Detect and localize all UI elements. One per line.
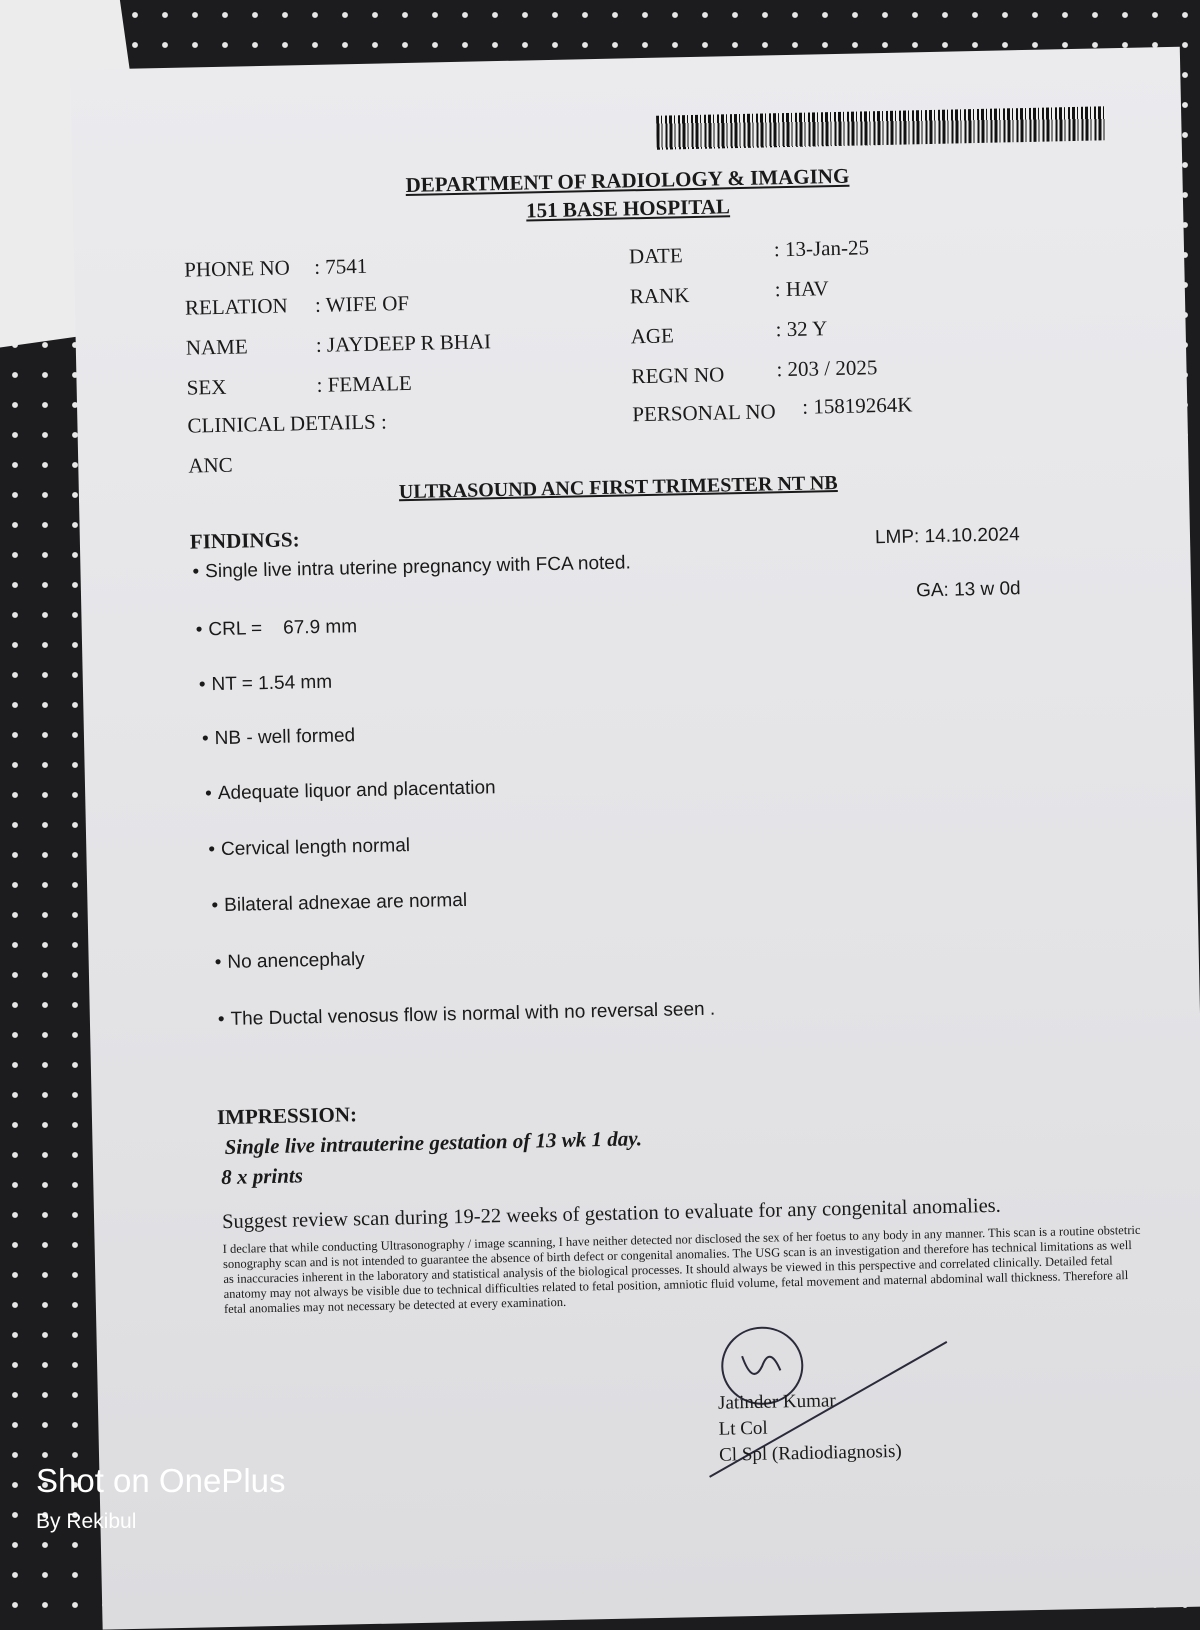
disclaimer-text: I declare that while conducting Ultrasonography / image scanning, I have neither detected nor disclosed the sex of her foetus to any body in any manner. This scan is a routine obstetric sonography scan and is not intended to guarantee the absence of birth defect or congenital anomalies. The USG scan is an investigation and therefore has technical limitations as well as inaccuracies inherent in the laboratory and statistical analysis of the biological processes. It should always be viewed in this perspective and correlated clinically. Detailed fetal anatomy may not always be visible due to technical difficulties related to fetal position, amniotic fluid volume, fetal movement and maternal abdominal wall thickness. Therefore all fetal anomalies may not necessary be detected at every examination.	[222, 1222, 1141, 1317]
impression-text: Single live intrauterine gestation of 13 wk 1 day.	[224, 1126, 643, 1159]
name-value: : JAYDEEP R BHAI	[315, 329, 492, 357]
rank-value: : HAV	[774, 276, 829, 302]
findings-label: FINDINGS:	[189, 527, 300, 554]
department-title: DEPARTMENT OF RADIOLOGY & IMAGING	[405, 163, 850, 197]
finding-item: • Adequate liquor and placentation	[205, 777, 496, 805]
signatory-designation: Cl Spl (Radiodiagnosis)	[718, 1440, 902, 1466]
rank-label: RANK	[629, 283, 690, 309]
report-paper	[70, 47, 1200, 1630]
prints-count: 8 x prints	[220, 1163, 304, 1190]
date-value: : 13-Jan-25	[773, 235, 870, 262]
sex-label: SEX	[186, 374, 227, 400]
phone-label: PHONE NO	[183, 255, 291, 282]
clinical-details-value: ANC	[188, 452, 233, 478]
name-label: NAME	[185, 334, 248, 360]
impression-label: IMPRESSION:	[216, 1102, 358, 1130]
camera-watermark-author: By Rekibul	[36, 1510, 137, 1533]
camera-watermark: Shot on OnePlus	[36, 1462, 286, 1499]
barcode	[656, 106, 1107, 149]
suggestion-text: Suggest review scan during 19-22 weeks of gestation to evaluate for any congenital anomalies.	[221, 1194, 1002, 1234]
regn-value: : 203 / 2025	[776, 355, 878, 382]
age-value: : 32 Y	[775, 316, 828, 342]
hospital-title: 151 BASE HOSPITAL	[525, 194, 731, 223]
personal-no-label: PERSONAL NO	[632, 399, 776, 427]
date-label: DATE	[628, 243, 683, 269]
finding-item: • Bilateral adnexae are normal	[211, 890, 467, 917]
age-label: AGE	[630, 323, 675, 349]
finding-item: • NT = 1.54 mm	[199, 672, 333, 697]
lmp-value: LMP: 14.10.2024	[874, 524, 1020, 549]
relation-label: RELATION	[184, 293, 288, 320]
finding-item: • CRL = 67.9 mm	[196, 616, 358, 641]
report-title: ULTRASOUND ANC FIRST TRIMESTER NT NB	[398, 472, 838, 504]
finding-item: • NB - well formed	[202, 725, 356, 750]
finding-item: • Cervical length normal	[208, 835, 410, 861]
finding-item: • The Ductal venosus flow is normal with no reversal seen .	[218, 999, 716, 1031]
signatory-rank: Lt Col	[718, 1417, 768, 1440]
clinical-details-label: CLINICAL DETAILS :	[187, 409, 388, 438]
phone-value: : 7541	[313, 253, 368, 279]
regn-label: REGN NO	[631, 362, 725, 389]
sex-value: : FEMALE	[316, 370, 412, 397]
relation-value: : WIFE OF	[314, 290, 410, 317]
signatory-name: Jatinder Kumar	[717, 1390, 836, 1414]
finding-item: • No anencephaly	[215, 949, 365, 974]
ga-value: GA: 13 w 0d	[915, 578, 1021, 602]
finding-item: • Single live intra uterine pregnancy with FCA noted.	[192, 552, 631, 583]
personal-no-value: : 15819264K	[801, 392, 913, 419]
